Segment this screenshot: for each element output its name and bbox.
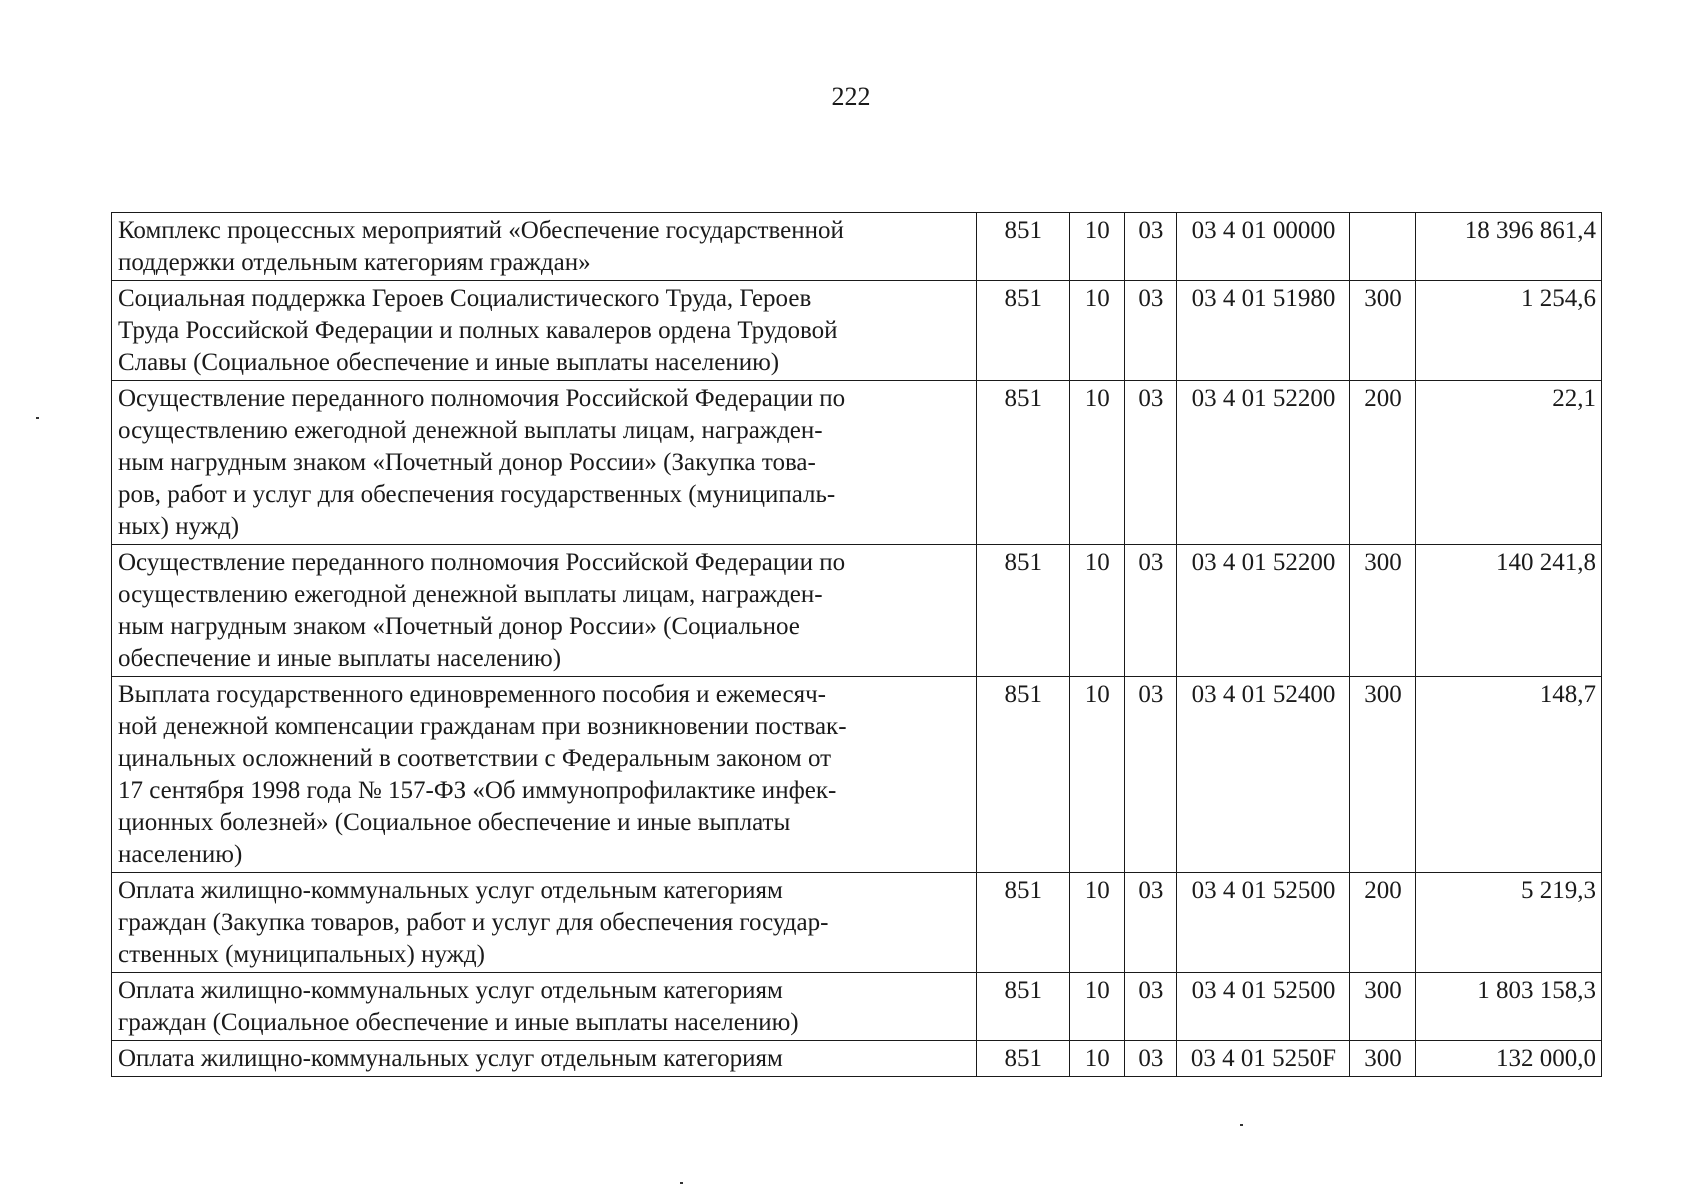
ministry-code-cell: 851 [976,677,1069,873]
description-line: ров, работ и услуг для обеспечения государственных (муниципаль- [118,481,836,508]
description-line: Оплата жилищно-коммунальных услуг отдельным категориям [118,977,783,1004]
subsection-code-cell: 03 [1124,1041,1177,1077]
description-text [118,283,971,379]
expense-type-cell: 300 [1349,973,1416,1041]
amount-cell: 5 219,3 [1416,873,1602,973]
description-cell [112,281,977,381]
ministry-code-cell: 851 [976,545,1069,677]
description-line: ным нагрудным знаком «Почетный донор России» (Социальное [118,613,800,640]
description-line: цинальных осложнений в соответствии с Федеральным законом от [118,745,832,772]
amount-cell: 148,7 [1416,677,1602,873]
description-line: Выплата государственного единовременного пособия и ежемесяч- [118,681,826,708]
description-cell [112,545,977,677]
subsection-code-cell: 03 [1124,213,1177,281]
target-article-cell: 03 4 01 52500 [1177,873,1349,973]
description-line: поддержки отдельным категориям граждан» [118,249,591,276]
table-row [112,1041,1602,1077]
description-text [118,215,971,279]
description-cell [112,973,977,1041]
subsection-code-cell: 03 [1124,545,1177,677]
section-code-cell: 10 [1069,1041,1124,1077]
description-line: осуществлению ежегодной денежной выплаты лицам, награжден- [118,417,823,444]
expense-type-cell: 300 [1349,677,1416,873]
description-cell [112,1041,977,1077]
target-article-cell: 03 4 01 52500 [1177,973,1349,1041]
amount-cell: 1 803 158,3 [1416,973,1602,1041]
target-article-cell: 03 4 01 5250F [1177,1041,1349,1077]
description-line: ной денежной компенсации гражданам при возникновении поствак- [118,713,847,740]
description-line: населению) [118,841,243,868]
table-row [112,281,1602,381]
description-cell [112,677,977,873]
amount-cell: 132 000,0 [1416,1041,1602,1077]
section-code-cell: 10 [1069,213,1124,281]
target-article-cell: 03 4 01 00000 [1177,213,1349,281]
description-line: ционных болезней» (Социальное обеспечение и иные выплаты [118,809,791,836]
description-line: Славы (Социальное обеспечение и иные выплаты населению) [118,349,780,376]
description-cell [112,213,977,281]
section-code-cell: 10 [1069,973,1124,1041]
description-line: Осуществление переданного полномочия Российской Федерации по [118,549,846,576]
description-line: граждан (Закупка товаров, работ и услуг для обеспечения государ- [118,909,829,936]
target-article-cell: 03 4 01 52400 [1177,677,1349,873]
subsection-code-cell: 03 [1124,873,1177,973]
subsection-code-cell: 03 [1124,677,1177,873]
description-line: Социальная поддержка Героев Социалистического Труда, Героев [118,285,812,312]
table-row [112,677,1602,873]
subsection-code-cell: 03 [1124,281,1177,381]
amount-cell: 140 241,8 [1416,545,1602,677]
expense-type-cell: 300 [1349,281,1416,381]
scan-speck [1240,1124,1243,1126]
expense-type-cell: 300 [1349,1041,1416,1077]
section-code-cell: 10 [1069,381,1124,545]
description-line: Оплата жилищно-коммунальных услуг отдельным категориям [118,1045,783,1072]
budget-table [111,212,1602,1077]
table-body [112,213,1602,1077]
page-number: 222 [831,82,871,111]
table-row [112,381,1602,545]
description-line: Осуществление переданного полномочия Российской Федерации по [118,385,846,412]
expense-type-cell: 200 [1349,381,1416,545]
target-article-cell: 03 4 01 51980 [1177,281,1349,381]
description-line: ственных (муниципальных) нужд) [118,941,485,968]
description-line: ных) нужд) [118,513,240,540]
subsection-code-cell: 03 [1124,381,1177,545]
description-text [118,383,971,543]
table-row [112,973,1602,1041]
scan-speck [36,417,39,419]
section-code-cell: 10 [1069,873,1124,973]
description-line: Труда Российской Федерации и полных кавалеров ордена Трудовой [118,317,838,344]
description-line: обеспечение и иные выплаты населению) [118,645,562,672]
table-row [112,213,1602,281]
description-line: ным нагрудным знаком «Почетный донор России» (Закупка това- [118,449,816,476]
table-row [112,873,1602,973]
description-text [118,679,971,871]
target-article-cell: 03 4 01 52200 [1177,381,1349,545]
section-code-cell: 10 [1069,677,1124,873]
description-cell [112,873,977,973]
section-code-cell: 10 [1069,281,1124,381]
target-article-cell: 03 4 01 52200 [1177,545,1349,677]
description-text [118,975,971,1039]
section-code-cell: 10 [1069,545,1124,677]
description-line: 17 сентября 1998 года № 157-ФЗ «Об иммунопрофилактике инфек- [118,777,837,804]
table-row [112,545,1602,677]
amount-cell: 18 396 861,4 [1416,213,1602,281]
subsection-code-cell: 03 [1124,973,1177,1041]
expense-type-cell: 200 [1349,873,1416,973]
description-text [118,875,971,971]
description-line: Оплата жилищно-коммунальных услуг отдельным категориям [118,877,783,904]
description-cell [112,381,977,545]
ministry-code-cell: 851 [976,973,1069,1041]
ministry-code-cell: 851 [976,1041,1069,1077]
description-line: Комплекс процессных мероприятий «Обеспечение государственной [118,217,844,244]
amount-cell: 22,1 [1416,381,1602,545]
description-text [118,1043,971,1075]
ministry-code-cell: 851 [976,281,1069,381]
description-text [118,547,971,675]
description-line: граждан (Социальное обеспечение и иные выплаты населению) [118,1009,799,1036]
ministry-code-cell: 851 [976,873,1069,973]
ministry-code-cell: 851 [976,381,1069,545]
expense-type-cell [1349,213,1416,281]
amount-cell: 1 254,6 [1416,281,1602,381]
scan-speck [680,1182,683,1184]
description-line: осуществлению ежегодной денежной выплаты лицам, награжден- [118,581,823,608]
expense-type-cell: 300 [1349,545,1416,677]
ministry-code-cell: 851 [976,213,1069,281]
